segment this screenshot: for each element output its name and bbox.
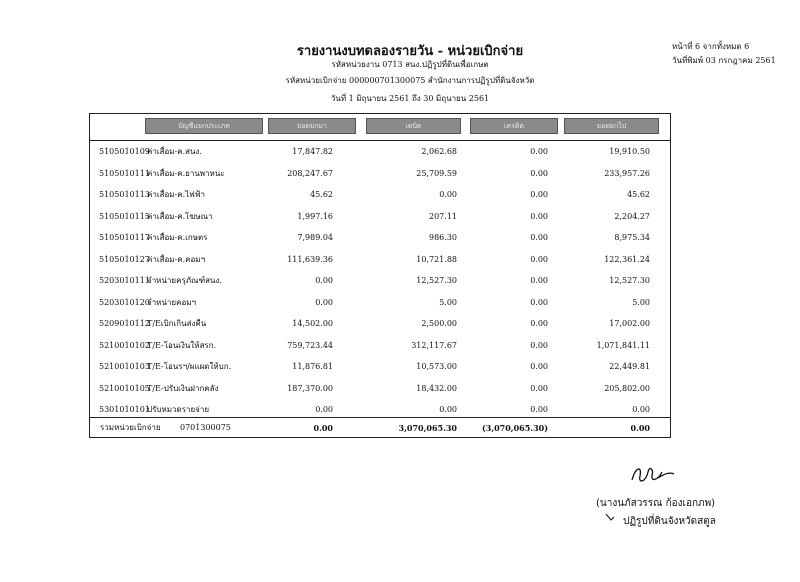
total-unit-code: 0701300075 <box>180 423 231 432</box>
account-name: T/E-โอนรฯ/ผแผดให้บก. <box>147 362 232 371</box>
account-name: ค่าเสื่อม-ค.ยานพาหนะ <box>147 168 225 178</box>
disburse-unit-code: รหัสหน่วยเบิกจ่าย 000000701300075 สำนักงานการปฏิรูปที่ดินจังหวัด <box>285 76 535 85</box>
carried-forward-value: 17,002.00 <box>609 319 650 328</box>
table-row <box>90 381 670 397</box>
brought-forward-value: 11,876.81 <box>292 362 333 371</box>
table-row <box>90 144 670 160</box>
signer-name: (นางนภัสวรรณ ก้องเอกภพ) <box>596 498 716 509</box>
account-code: 5105010113 <box>99 190 150 199</box>
credit-value: 0.00 <box>530 168 548 178</box>
page-number: หน้าที่ 6 จากทั้งหมด 6 <box>672 42 750 51</box>
account-name: จำหน่ายครุภัณฑ์สนง. <box>147 276 222 285</box>
debit-value: 12,527.30 <box>416 276 457 285</box>
account-name: T/E-ปรับเงินฝากคลัง <box>147 383 219 393</box>
brought-forward-value: 0.00 <box>315 297 333 307</box>
account-name: ค่าเสื่อม-ค.คอมฯ <box>147 254 206 264</box>
credit-value: 0.00 <box>530 233 548 242</box>
column-header-brought-forward: ยอดยกมา <box>268 118 356 134</box>
debit-value: 5.00 <box>439 297 457 307</box>
debit-value: 10,573.00 <box>416 362 457 371</box>
carried-forward-value: 12,527.30 <box>609 276 650 285</box>
debit-value: 0.00 <box>439 190 457 199</box>
total-debit: 3,070,065.30 <box>398 423 457 433</box>
credit-value: 0.00 <box>530 147 548 156</box>
report-period: วันที่ 1 มิถุนายน 2561 ถึง 30 มิถุนายน 2561 <box>330 94 490 103</box>
total-row <box>90 417 670 438</box>
credit-value: 0.00 <box>530 319 548 328</box>
handwritten-signature <box>628 462 678 488</box>
table-row <box>90 316 670 332</box>
account-code: 5210010102 <box>99 340 150 350</box>
account-name: ค่าเสื่อม-ค.ไฟฟ้า <box>147 190 205 199</box>
account-code: 5105010127 <box>99 254 150 264</box>
account-code: 5105010109 <box>99 147 150 156</box>
debit-value: 2,062.68 <box>421 147 457 156</box>
print-date: วันที่พิมพ์ 03 กรกฎาคม 2561 <box>672 56 776 65</box>
credit-value: 0.00 <box>530 297 548 307</box>
credit-value: 0.00 <box>530 276 548 285</box>
brought-forward-value: 0.00 <box>315 276 333 285</box>
brought-forward-value: 17,847.82 <box>292 147 333 156</box>
brought-forward-value: 208,247.67 <box>287 168 333 178</box>
debit-value: 207.11 <box>429 211 457 221</box>
credit-value: 0.00 <box>530 340 548 350</box>
carried-forward-value: 45.62 <box>627 190 650 199</box>
carried-forward-value: 2,204.27 <box>614 211 650 221</box>
carried-forward-value: 5.00 <box>632 297 650 307</box>
signer-position: ปฏิรูปที่ดินจังหวัดสตูล <box>623 516 716 527</box>
account-name: T/Eเบิกเกินส่งคืน <box>147 319 207 328</box>
account-name: ค่าเสื่อม-ค.โฆษณา <box>147 211 213 221</box>
table-row <box>90 273 670 289</box>
brought-forward-value: 0.00 <box>315 405 333 414</box>
carried-forward-value: 22,449.81 <box>609 362 650 371</box>
account-code: 5105010115 <box>99 211 150 221</box>
total-credit: (3,070,065.30) <box>481 423 548 433</box>
debit-value: 2,500.00 <box>421 319 457 328</box>
account-name: T/E-โอนเงินให้สรก. <box>147 340 217 350</box>
trial-balance-table <box>89 113 671 438</box>
credit-value: 0.00 <box>530 383 548 393</box>
brought-forward-value: 187,370.00 <box>287 383 333 393</box>
carried-forward-value: 1,071,841.11 <box>596 340 650 350</box>
credit-value: 0.00 <box>530 254 548 264</box>
debit-value: 0.00 <box>439 405 457 414</box>
table-row <box>90 359 670 375</box>
table-row <box>90 209 670 225</box>
total-label: รวมหน่วยเบิกจ่าย <box>100 423 161 432</box>
brought-forward-value: 7,989.04 <box>297 233 333 242</box>
carried-forward-value: 0.00 <box>632 405 650 414</box>
credit-value: 0.00 <box>530 405 548 414</box>
total-carried-forward: 0.00 <box>630 423 650 433</box>
account-code: 5301010101 <box>99 405 150 414</box>
report-title: รายงานงบทดลองรายวัน - หน่วยเบิกจ่าย <box>296 44 524 59</box>
table-header <box>90 114 670 141</box>
carried-forward-value: 19,910.50 <box>609 147 650 156</box>
credit-value: 0.00 <box>530 211 548 221</box>
debit-value: 25,709.59 <box>416 168 457 178</box>
tick-mark-icon <box>604 512 616 522</box>
account-name: จำหน่ายคอมฯ <box>147 297 197 307</box>
account-code: 5209010112 <box>99 319 150 328</box>
account-name: ค่าเสื่อม-ค.สนง. <box>147 147 202 156</box>
carried-forward-value: 205,802.00 <box>604 383 650 393</box>
table-row <box>90 252 670 268</box>
account-code: 5105010111 <box>99 168 150 178</box>
brought-forward-value: 111,639.36 <box>287 254 333 264</box>
table-row <box>90 338 670 354</box>
debit-value: 986.30 <box>429 233 457 242</box>
credit-value: 0.00 <box>530 362 548 371</box>
account-code: 5210010103 <box>99 362 150 371</box>
table-row <box>90 295 670 311</box>
table-row <box>90 230 670 246</box>
debit-value: 10,721.88 <box>416 254 457 264</box>
agency-code: รหัสหน่วยงาน 0713 สนง.ปฏิรูปที่ดินเพื่อเกษต <box>331 60 489 69</box>
account-code: 5105010117 <box>99 233 150 242</box>
brought-forward-value: 45.62 <box>310 190 333 199</box>
table-row <box>90 402 670 418</box>
column-header-debit: เดบิต <box>366 118 461 134</box>
column-header-credit: เครดิต <box>470 118 558 134</box>
page-info <box>672 40 776 68</box>
account-name: ปรับหมวดรายจ่าย <box>147 405 210 414</box>
credit-value: 0.00 <box>530 190 548 199</box>
brought-forward-value: 14,502.00 <box>292 319 333 328</box>
carried-forward-value: 122,361.24 <box>604 254 650 264</box>
brought-forward-value: 759,723.44 <box>287 340 333 350</box>
account-name: ค่าเสื่อม-ค.เกษตร <box>147 233 208 242</box>
brought-forward-value: 1,997.16 <box>297 211 333 221</box>
account-code: 5203010111 <box>99 276 150 285</box>
carried-forward-value: 8,975.34 <box>614 233 650 242</box>
account-code: 5210010105 <box>99 383 150 393</box>
debit-value: 312,117.67 <box>411 340 457 350</box>
column-header-carried-forward: ยอดยกไป <box>564 118 659 134</box>
total-brought-forward: 0.00 <box>313 423 333 433</box>
carried-forward-value: 233,957.26 <box>604 168 650 178</box>
debit-value: 18,432.00 <box>416 383 457 393</box>
table-row <box>90 187 670 203</box>
column-header-account: บัญชีแยกประเภท <box>145 118 263 134</box>
table-row <box>90 166 670 182</box>
account-code: 5203010120 <box>99 297 150 307</box>
